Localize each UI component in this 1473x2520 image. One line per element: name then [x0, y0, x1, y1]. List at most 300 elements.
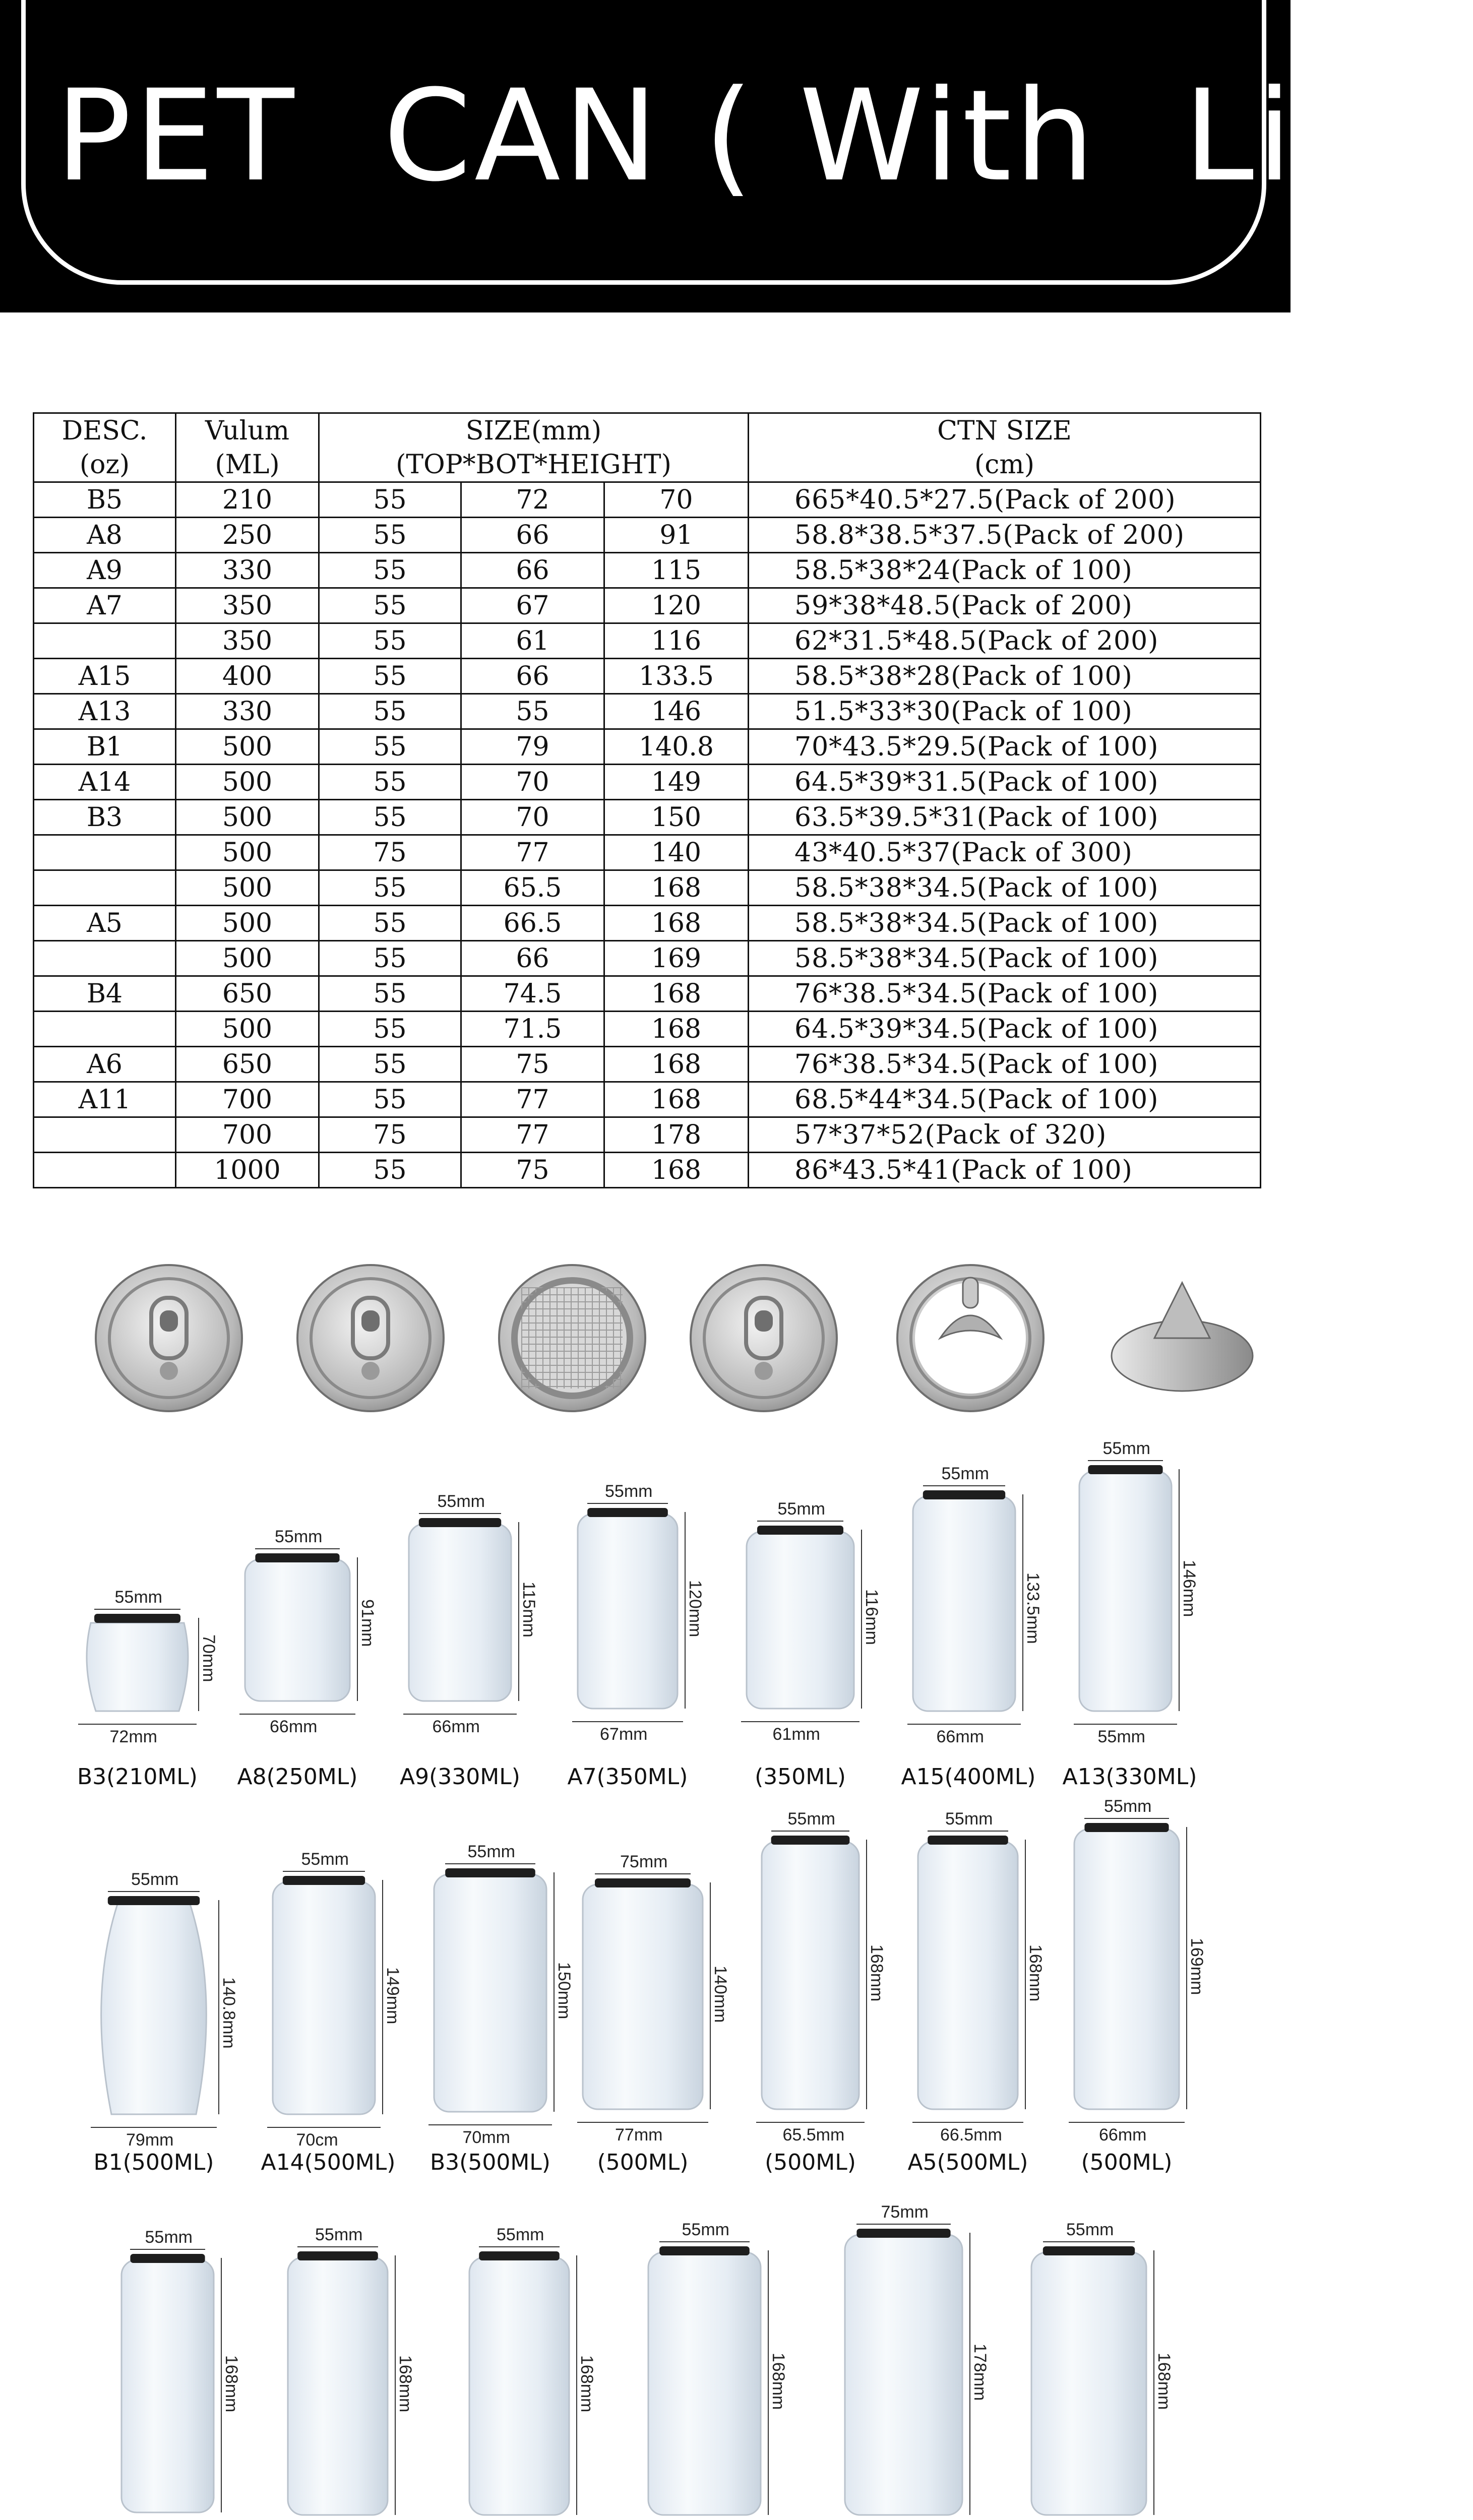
table-row — [34, 870, 1261, 906]
cell-ctn: 64.5*39*34.5(Pack of 100) — [749, 1012, 1261, 1047]
cell-volume: 350 — [176, 623, 319, 659]
dimension-rule — [239, 1714, 355, 1715]
can-image — [118, 2253, 217, 2517]
cell-bottom: 66 — [461, 518, 604, 553]
cell-top: 55 — [319, 694, 461, 729]
cell-volume: 500 — [176, 1012, 319, 1047]
can-image — [93, 1895, 214, 2119]
dimension-rule — [756, 2122, 865, 2123]
can-top-dimension: 55mm — [777, 1499, 825, 1519]
can-bottom-dimension: 65.5mm — [782, 2125, 845, 2145]
cell-bottom: 77 — [461, 1082, 604, 1117]
can-image — [910, 1489, 1018, 1716]
cell-desc — [34, 835, 176, 870]
table-row — [34, 553, 1261, 588]
cell-top: 55 — [319, 941, 461, 976]
pull-ring-lid-1-icon — [93, 1263, 244, 1414]
cell-height: 168 — [604, 1082, 749, 1117]
can-image — [759, 1835, 862, 2114]
cell-bottom: 79 — [461, 729, 604, 765]
can-top-dimension: 55mm — [941, 1464, 989, 1483]
can-top-dimension: 55mm — [301, 1850, 349, 1869]
cell-bottom: 70 — [461, 765, 604, 800]
cell-height: 115 — [604, 553, 749, 588]
cell-height: 116 — [604, 623, 749, 659]
header-banner — [0, 0, 1473, 312]
can-bottom-dimension: 55mm — [1097, 1727, 1145, 1746]
dimension-rule — [928, 1831, 1008, 1832]
cell-top: 55 — [319, 588, 461, 623]
dimension-rule — [576, 2255, 577, 2515]
dimension-rule — [255, 1548, 339, 1549]
cell-top: 55 — [319, 1047, 461, 1082]
can-top-dimension: 75mm — [881, 2202, 929, 2222]
cell-height: 149 — [604, 765, 749, 800]
table-row — [34, 729, 1261, 765]
dimension-rule — [595, 1873, 691, 1874]
cell-desc: A5 — [34, 906, 176, 941]
dimension-rule — [1179, 1469, 1180, 1711]
cell-desc — [34, 1153, 176, 1188]
cell-volume: 500 — [176, 941, 319, 976]
cell-top: 55 — [319, 1012, 461, 1047]
dimension-rule — [577, 2122, 708, 2123]
cell-top: 55 — [319, 553, 461, 588]
dimension-rule — [283, 1871, 365, 1872]
cell-ctn: 58.5*38*34.5(Pack of 100) — [749, 906, 1261, 941]
can-image — [575, 1507, 681, 1714]
dimension-rule — [428, 2124, 552, 2125]
header-size-unit: (TOP*BOT*HEIGHT) — [319, 448, 749, 482]
cell-ctn: 62*31.5*48.5(Pack of 200) — [749, 623, 1261, 659]
dimension-rule — [419, 1513, 501, 1514]
cell-volume: 650 — [176, 1047, 319, 1082]
dimension-rule — [554, 1872, 555, 2112]
cell-ctn: 665*40.5*27.5(Pack of 200) — [749, 482, 1261, 518]
cell-desc: B1 — [34, 729, 176, 765]
can-height-dimension: 116mm — [862, 1589, 881, 1645]
dimension-rule — [130, 2249, 205, 2250]
cell-height: 150 — [604, 800, 749, 835]
can-image — [431, 1867, 549, 2117]
cell-height: 91 — [604, 518, 749, 553]
can-height-dimension: 168mm — [1026, 1944, 1045, 2001]
dimension-rule — [572, 1721, 683, 1722]
can-caption: A15(400ML) — [901, 1764, 1036, 1790]
cell-top: 75 — [319, 1117, 461, 1153]
can-height-dimension: 140.8mm — [219, 1977, 238, 2049]
can-image — [81, 1613, 194, 1716]
can-image — [242, 1552, 353, 1706]
table-row — [34, 588, 1261, 623]
can-image — [270, 1875, 378, 2119]
cell-desc: A9 — [34, 553, 176, 588]
can-caption: A7(350ML) — [567, 1764, 688, 1790]
can-image — [842, 2228, 965, 2520]
cell-ctn: 58.5*38*28(Pack of 100) — [749, 659, 1261, 694]
cell-desc: A8 — [34, 518, 176, 553]
cell-bottom: 66 — [461, 553, 604, 588]
can-caption: B1(500ML) — [93, 2150, 214, 2175]
cell-height: 133.5 — [604, 659, 749, 694]
can-caption: (500ML) — [597, 2150, 689, 2175]
table-row — [34, 941, 1261, 976]
can-height-dimension: 150mm — [555, 1962, 574, 2019]
cell-desc: A7 — [34, 588, 176, 623]
dimension-rule — [866, 1840, 867, 2109]
dimension-rule — [297, 2246, 378, 2247]
header-volume-unit: (ML) — [176, 448, 319, 482]
cell-top: 55 — [319, 482, 461, 518]
cell-top: 55 — [319, 800, 461, 835]
cell-height: 169 — [604, 941, 749, 976]
can-bottom-dimension: 70mm — [462, 2128, 510, 2147]
cell-height: 140 — [604, 835, 749, 870]
cell-height: 168 — [604, 906, 749, 941]
can-top-dimension: 55mm — [145, 2228, 193, 2247]
table-row — [34, 1153, 1261, 1188]
can-height-dimension: 169mm — [1187, 1938, 1206, 1995]
dimension-rule — [741, 1721, 860, 1722]
dimension-rule — [108, 1891, 200, 1892]
cell-ctn: 51.5*33*30(Pack of 100) — [749, 694, 1261, 729]
cell-height: 140.8 — [604, 729, 749, 765]
table-header-row — [34, 413, 1261, 448]
cell-bottom: 75 — [461, 1047, 604, 1082]
cell-ctn: 58.5*38*34.5(Pack of 100) — [749, 941, 1261, 976]
tilted-lid-icon — [1107, 1263, 1258, 1414]
dimension-rule — [757, 1521, 843, 1522]
cell-desc: A14 — [34, 765, 176, 800]
can-image — [466, 2250, 572, 2520]
header-desc: DESC. — [34, 413, 176, 448]
can-height-dimension: 140mm — [711, 1966, 730, 2023]
dimension-rule — [1069, 2122, 1185, 2123]
can-image — [645, 2245, 764, 2520]
cell-height: 168 — [604, 1012, 749, 1047]
can-top-dimension: 55mm — [437, 1492, 485, 1511]
can-height-dimension: 168mm — [396, 2355, 415, 2412]
dimension-rule — [1043, 2241, 1135, 2242]
dimension-rule — [587, 1503, 668, 1504]
cell-ctn: 58.5*38*34.5(Pack of 100) — [749, 870, 1261, 906]
table-row — [34, 1117, 1261, 1153]
cell-top: 55 — [319, 1153, 461, 1188]
can-bottom-dimension: 66.5mm — [940, 2125, 1002, 2145]
cell-ctn: 58.8*38.5*37.5(Pack of 200) — [749, 518, 1261, 553]
can-top-dimension: 75mm — [620, 1852, 668, 1871]
cell-height: 168 — [604, 1047, 749, 1082]
can-height-dimension: 133.5mm — [1023, 1572, 1042, 1644]
cell-top: 55 — [319, 729, 461, 765]
cell-desc: A11 — [34, 1082, 176, 1117]
cell-volume: 500 — [176, 800, 319, 835]
cell-height: 178 — [604, 1117, 749, 1153]
can-top-dimension: 55mm — [605, 1482, 653, 1501]
cell-height: 70 — [604, 482, 749, 518]
mesh-lid-icon — [497, 1263, 648, 1414]
can-height-dimension: 168mm — [1154, 2352, 1174, 2410]
dimension-rule — [267, 2127, 381, 2128]
cell-ctn: 59*38*48.5(Pack of 200) — [749, 588, 1261, 623]
dimension-rule — [1084, 1818, 1169, 1819]
dimension-rule — [1186, 1827, 1187, 2109]
can-image — [1028, 2245, 1149, 2520]
dimension-rule — [969, 2233, 970, 2515]
can-bottom-dimension: 67mm — [600, 1725, 648, 1744]
dimension-rule — [221, 2258, 222, 2512]
cell-volume: 500 — [176, 906, 319, 941]
can-top-dimension: 55mm — [131, 1870, 179, 1889]
dimension-rule — [395, 2255, 396, 2515]
dimension-rule — [78, 1724, 197, 1725]
table-row — [34, 765, 1261, 800]
cell-volume: 700 — [176, 1082, 319, 1117]
cell-top: 75 — [319, 835, 461, 870]
dimension-rule — [403, 1714, 517, 1715]
dimension-rule — [923, 1485, 1005, 1486]
pull-ring-lid-3-icon — [688, 1263, 839, 1414]
can-top-dimension: 55mm — [1066, 2220, 1114, 2239]
cell-height: 168 — [604, 870, 749, 906]
table-row — [34, 482, 1261, 518]
page-title: PET CAN ( With Lid ) — [55, 62, 1473, 209]
cell-bottom: 77 — [461, 835, 604, 870]
cell-ctn: 58.5*38*24(Pack of 100) — [749, 553, 1261, 588]
table-row — [34, 623, 1261, 659]
cell-top: 55 — [319, 518, 461, 553]
can-bottom-dimension: 66mm — [936, 1727, 984, 1746]
cell-height: 168 — [604, 1153, 749, 1188]
cell-ctn: 64.5*39*31.5(Pack of 100) — [749, 765, 1261, 800]
can-height-dimension: 168mm — [577, 2355, 596, 2412]
can-height-dimension: 146mm — [1180, 1560, 1199, 1617]
spec-table — [33, 412, 1261, 1188]
can-bottom-dimension: 66mm — [270, 1717, 318, 1736]
cell-desc — [34, 1117, 176, 1153]
table-row — [34, 1047, 1261, 1082]
can-top-dimension: 55mm — [315, 2225, 363, 2244]
header-desc-unit: (oz) — [34, 448, 176, 482]
can-height-dimension: 120mm — [686, 1580, 705, 1637]
cell-top: 55 — [319, 906, 461, 941]
can-image — [580, 1877, 706, 2114]
dimension-rule — [94, 1609, 180, 1610]
header-volume: Vulum — [176, 413, 319, 448]
can-top-dimension: 55mm — [1104, 1797, 1152, 1816]
can-caption: A13(330ML) — [1062, 1764, 1197, 1790]
cell-ctn: 86*43.5*41(Pack of 100) — [749, 1153, 1261, 1188]
cell-ctn: 76*38.5*34.5(Pack of 100) — [749, 976, 1261, 1012]
dimension-rule — [518, 1522, 519, 1701]
can-caption: A8(250ML) — [237, 1764, 358, 1790]
cell-top: 55 — [319, 1082, 461, 1117]
cell-volume: 400 — [176, 659, 319, 694]
cell-top: 55 — [319, 623, 461, 659]
can-image — [406, 1517, 514, 1706]
can-caption: A14(500ML) — [261, 2150, 396, 2175]
table-row — [34, 518, 1261, 553]
dimension-rule — [1025, 1840, 1026, 2109]
cell-ctn: 70*43.5*29.5(Pack of 100) — [749, 729, 1261, 765]
can-bottom-dimension: 72mm — [109, 1727, 157, 1746]
table-subheader-row — [34, 448, 1261, 482]
can-image — [1071, 1822, 1182, 2114]
can-caption: (500ML) — [1081, 2150, 1173, 2175]
cell-top: 55 — [319, 870, 461, 906]
cell-ctn: 57*37*52(Pack of 320) — [749, 1117, 1261, 1153]
header-ctn-unit: (cm) — [749, 448, 1261, 482]
can-caption: (500ML) — [765, 2150, 856, 2175]
open-ring-lid-icon — [895, 1263, 1046, 1414]
can-caption: (350ML) — [755, 1764, 846, 1790]
dimension-rule — [357, 1557, 358, 1701]
dimension-rule — [912, 2122, 1023, 2123]
cell-volume: 330 — [176, 553, 319, 588]
cell-volume: 250 — [176, 518, 319, 553]
dimension-rule — [479, 2246, 560, 2247]
dimension-rule — [382, 1880, 383, 2114]
dimension-rule — [1074, 1724, 1177, 1725]
cell-bottom: 71.5 — [461, 1012, 604, 1047]
dimension-rule — [771, 1831, 850, 1832]
table-row — [34, 835, 1261, 870]
cell-bottom: 65.5 — [461, 870, 604, 906]
cell-bottom: 66.5 — [461, 906, 604, 941]
cell-desc: B5 — [34, 482, 176, 518]
dimension-rule — [685, 1512, 686, 1709]
can-caption: A5(500ML) — [907, 2150, 1028, 2175]
can-bottom-dimension: 77mm — [615, 2125, 663, 2145]
can-height-dimension: 168mm — [222, 2355, 241, 2412]
cell-height: 168 — [604, 976, 749, 1012]
cell-ctn: 76*38.5*34.5(Pack of 100) — [749, 1047, 1261, 1082]
cell-desc: A15 — [34, 659, 176, 694]
can-top-dimension: 55mm — [467, 1842, 515, 1861]
can-top-dimension: 55mm — [945, 1809, 993, 1829]
can-height-dimension: 149mm — [383, 1967, 402, 2024]
table-row — [34, 694, 1261, 729]
dimension-rule — [445, 1863, 535, 1864]
can-top-dimension: 55mm — [787, 1809, 835, 1829]
cell-ctn: 68.5*44*34.5(Pack of 100) — [749, 1082, 1261, 1117]
table-row — [34, 1012, 1261, 1047]
cell-volume: 500 — [176, 765, 319, 800]
cell-volume: 650 — [176, 976, 319, 1012]
cell-bottom: 70 — [461, 800, 604, 835]
can-height-dimension: 91mm — [358, 1599, 377, 1647]
cell-top: 55 — [319, 659, 461, 694]
header-size: SIZE(mm) — [319, 413, 749, 448]
can-caption: B3(500ML) — [430, 2150, 550, 2175]
pull-ring-lid-2-icon — [295, 1263, 446, 1414]
cell-bottom: 66 — [461, 659, 604, 694]
cell-ctn: 43*40.5*37(Pack of 300) — [749, 835, 1261, 870]
cell-top: 55 — [319, 765, 461, 800]
cell-bottom: 77 — [461, 1117, 604, 1153]
can-height-dimension: 70mm — [199, 1634, 218, 1682]
cell-desc: B3 — [34, 800, 176, 835]
cell-desc — [34, 870, 176, 906]
can-bottom-dimension: 61mm — [772, 1725, 820, 1744]
cell-volume: 700 — [176, 1117, 319, 1153]
cell-volume: 1000 — [176, 1153, 319, 1188]
table-row — [34, 800, 1261, 835]
can-image — [1076, 1464, 1175, 1716]
dimension-rule — [1022, 1494, 1023, 1711]
cell-volume: 500 — [176, 729, 319, 765]
table-row — [34, 659, 1261, 694]
table-row — [34, 906, 1261, 941]
dimension-rule — [768, 2250, 769, 2515]
dimension-rule — [1153, 2250, 1154, 2515]
can-bottom-dimension: 70cm — [296, 2130, 338, 2150]
cell-bottom: 67 — [461, 588, 604, 623]
can-height-dimension: 115mm — [519, 1581, 538, 1637]
can-top-dimension: 55mm — [114, 1588, 162, 1607]
table-row — [34, 1082, 1261, 1117]
can-top-dimension: 55mm — [1102, 1439, 1150, 1458]
cell-desc: A6 — [34, 1047, 176, 1082]
can-height-dimension: 178mm — [970, 2344, 990, 2401]
can-bottom-dimension: 79mm — [126, 2130, 174, 2150]
can-caption: B3(210ML) — [77, 1764, 198, 1790]
cell-height: 120 — [604, 588, 749, 623]
dimension-rule — [907, 1724, 1021, 1725]
can-image — [915, 1835, 1021, 2114]
dimension-rule — [198, 1618, 199, 1711]
cell-bottom: 74.5 — [461, 976, 604, 1012]
header-ctn: CTN SIZE — [749, 413, 1261, 448]
can-height-dimension: 168mm — [867, 1944, 886, 2001]
cell-volume: 350 — [176, 588, 319, 623]
cell-height: 146 — [604, 694, 749, 729]
cell-desc: A13 — [34, 694, 176, 729]
table-row — [34, 976, 1261, 1012]
cell-desc — [34, 1012, 176, 1047]
dimension-rule — [91, 2127, 217, 2128]
can-bottom-dimension: 66mm — [1099, 2125, 1147, 2145]
dimension-rule — [861, 1530, 862, 1709]
cell-desc — [34, 941, 176, 976]
cell-bottom: 75 — [461, 1153, 604, 1188]
cell-volume: 500 — [176, 870, 319, 906]
dimension-rule — [710, 1882, 711, 2109]
dimension-rule — [856, 2224, 950, 2225]
can-caption: A9(330ML) — [400, 1764, 520, 1790]
can-image — [285, 2250, 391, 2520]
cell-top: 55 — [319, 976, 461, 1012]
dimension-rule — [659, 2241, 750, 2242]
cell-bottom: 66 — [461, 941, 604, 976]
dimension-rule — [218, 1900, 219, 2114]
cell-bottom: 61 — [461, 623, 604, 659]
can-top-dimension: 55mm — [497, 2225, 544, 2244]
can-top-dimension: 55mm — [275, 1527, 323, 1546]
cell-desc — [34, 623, 176, 659]
cell-desc: B4 — [34, 976, 176, 1012]
can-top-dimension: 55mm — [682, 2220, 729, 2239]
cell-ctn: 63.5*39.5*31(Pack of 100) — [749, 800, 1261, 835]
can-height-dimension: 168mm — [769, 2352, 788, 2410]
cell-volume: 500 — [176, 835, 319, 870]
cell-volume: 210 — [176, 482, 319, 518]
cell-bottom: 72 — [461, 482, 604, 518]
can-bottom-dimension: 66mm — [432, 1717, 480, 1736]
cell-volume: 330 — [176, 694, 319, 729]
dimension-rule — [1088, 1460, 1162, 1461]
can-image — [744, 1525, 857, 1714]
